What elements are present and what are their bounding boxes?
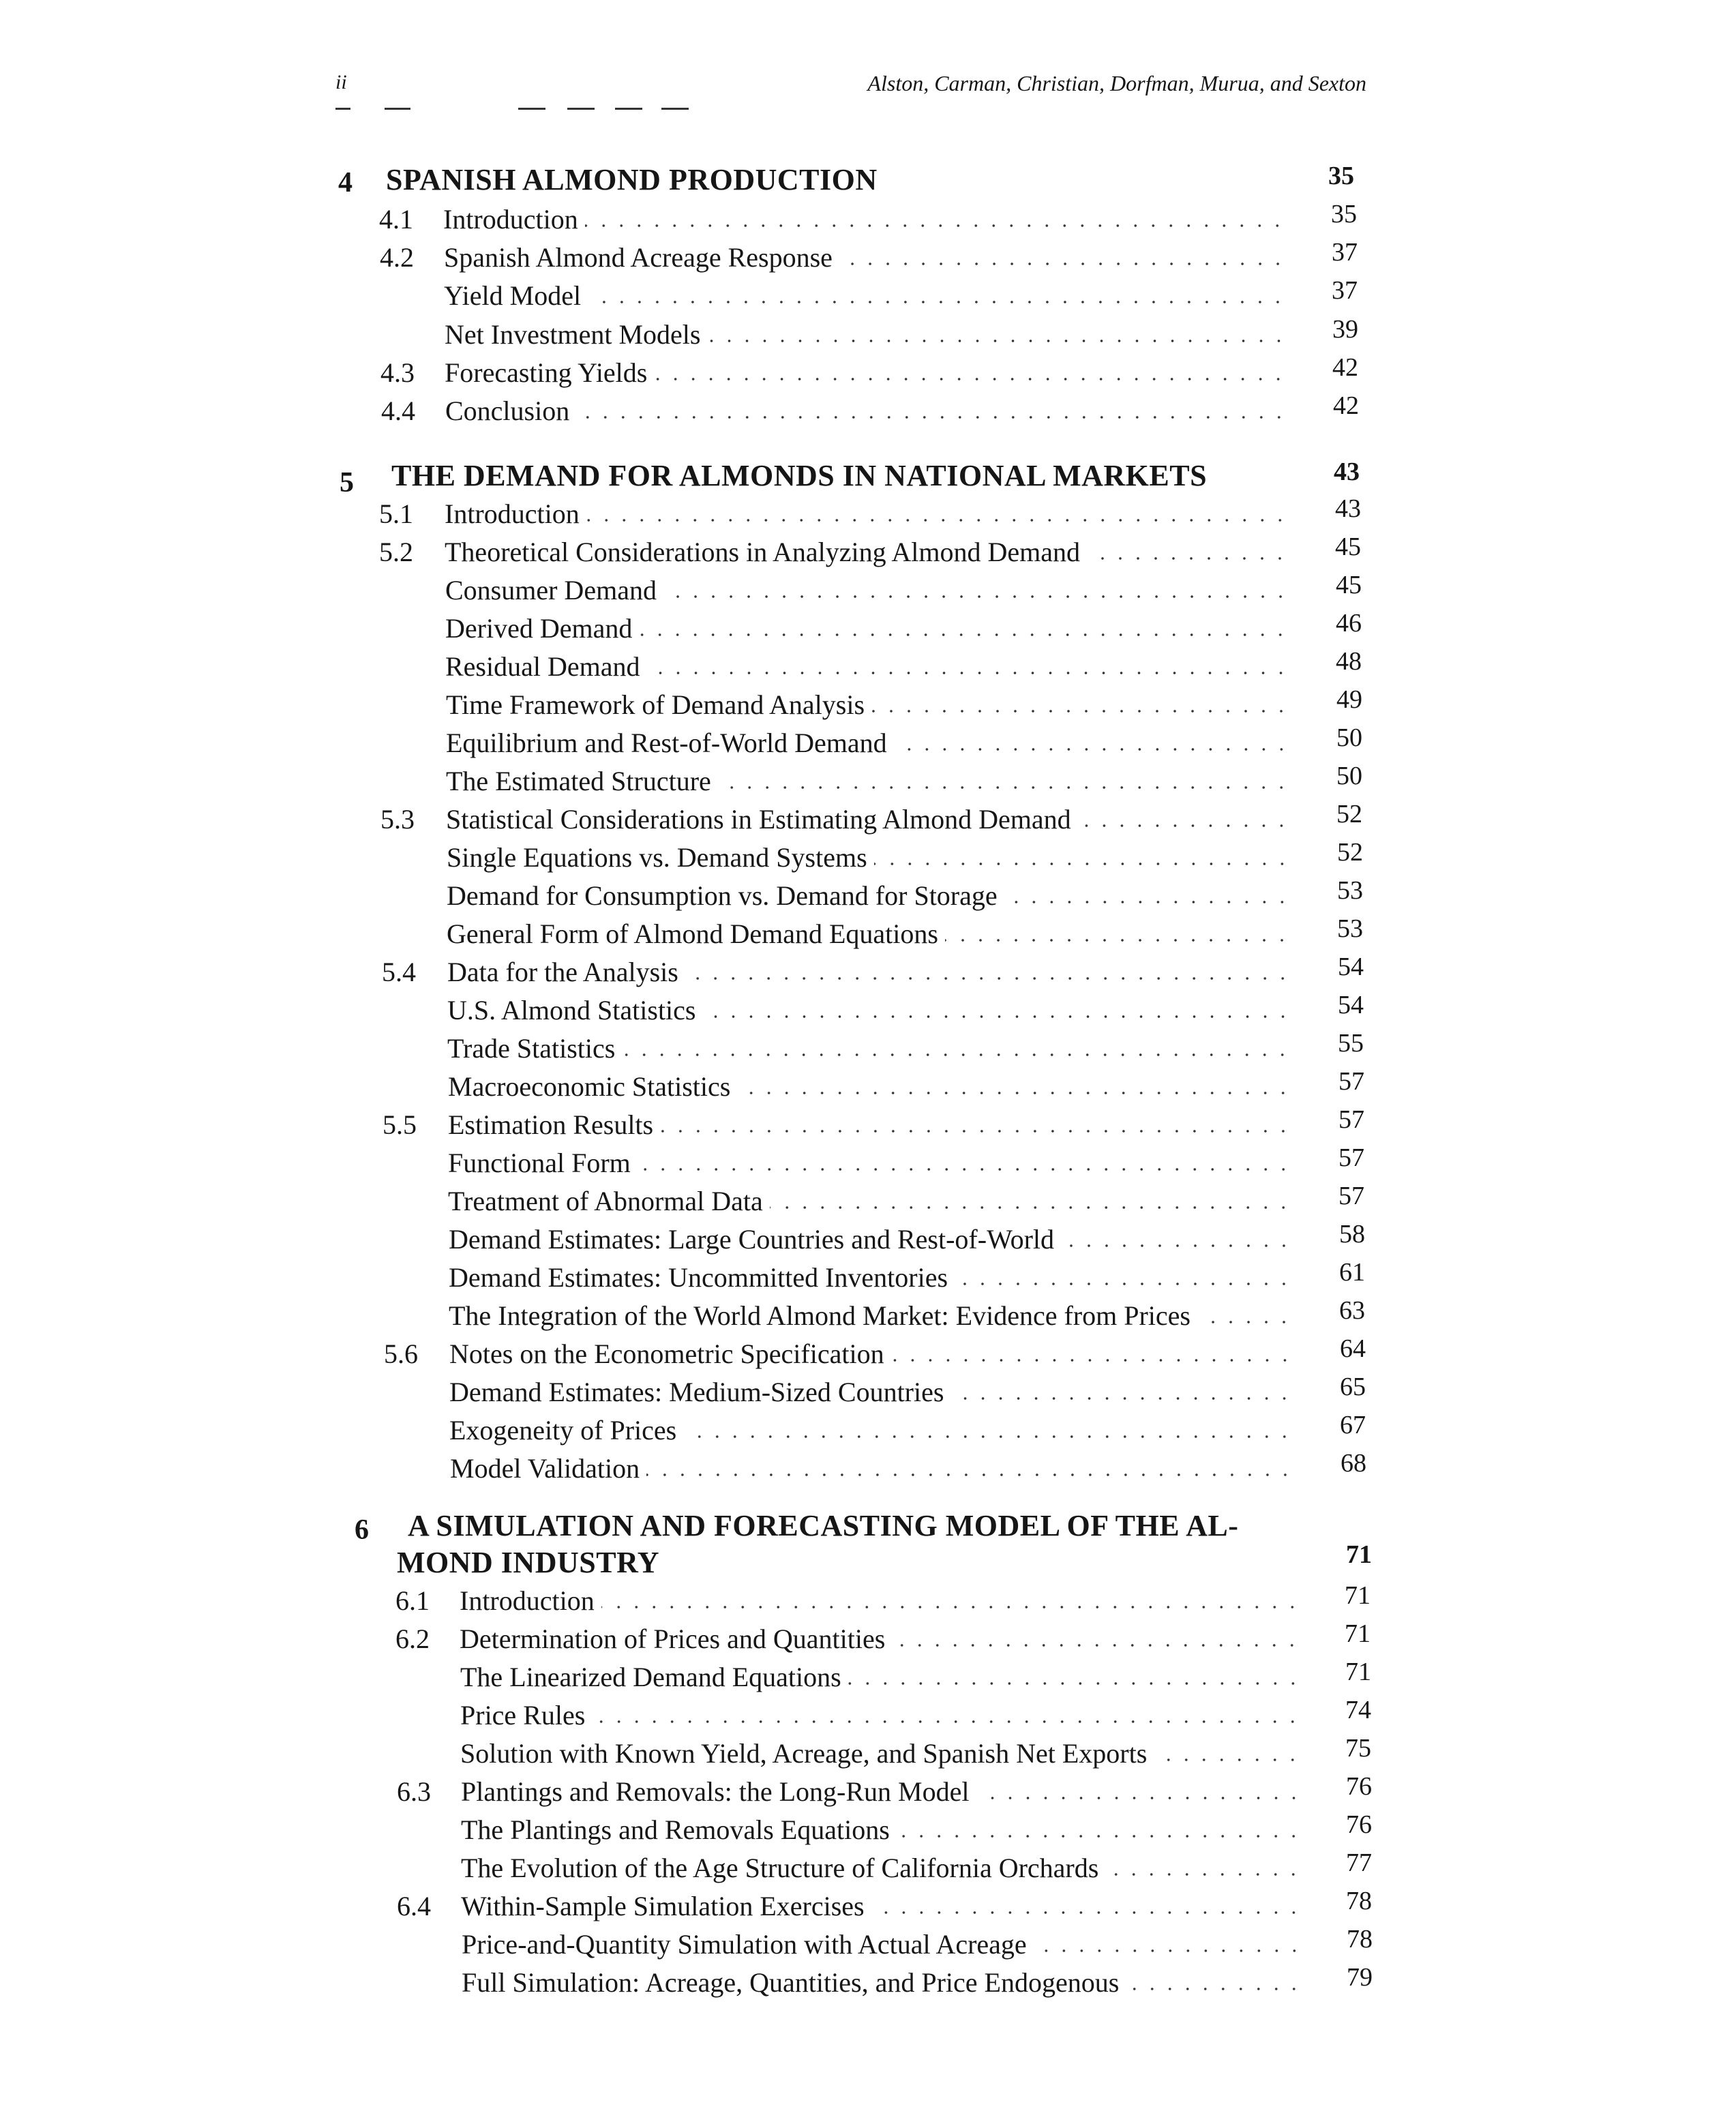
entry-line — [447, 841, 1300, 873]
toc-subsection-entry[interactable] — [0, 1449, 1736, 1486]
entry-title[interactable]: Within-Sample Simulation Exercises — [461, 1891, 865, 1921]
entry-title[interactable]: Derived Demand — [445, 613, 633, 644]
entry-title[interactable]: Conclusion — [445, 395, 570, 426]
entry-line — [445, 395, 1298, 427]
chapter-number: 5 — [340, 467, 354, 498]
entry-title[interactable]: Exogeneity of Prices — [449, 1415, 677, 1446]
dot-leader — [703, 1014, 1292, 1019]
entry-title[interactable]: Time Framework of Demand Analysis — [446, 689, 865, 720]
dot-leader — [1087, 556, 1289, 561]
toc-section-entry[interactable] — [0, 494, 1736, 532]
entry-line — [444, 280, 1296, 312]
entry-page-number: 76 — [1346, 1810, 1372, 1839]
entry-line — [461, 1890, 1312, 1922]
entry-title[interactable]: General Form of Almond Demand Equations — [447, 918, 938, 949]
chapter-page: 43 — [1334, 458, 1360, 486]
chapter-title[interactable]: SPANISH ALMOND PRODUCTION — [386, 163, 878, 196]
header-rule — [567, 108, 595, 110]
entry-page-number: 46 — [1336, 609, 1362, 638]
dot-leader — [663, 594, 1289, 599]
chapter-page: 71 — [1346, 1540, 1372, 1569]
entry-line — [445, 650, 1299, 683]
entry-page-number: 53 — [1337, 876, 1363, 905]
entry-page-number: 35 — [1331, 200, 1357, 228]
dot-leader — [585, 223, 1286, 228]
entry-line — [445, 612, 1299, 644]
toc-section-entry[interactable] — [0, 533, 1736, 570]
dot-leader — [871, 1910, 1302, 1915]
section-number: 5.1 — [379, 498, 413, 529]
entry-title[interactable]: Functional Form — [448, 1148, 631, 1178]
toc-section-entry[interactable] — [0, 1619, 1736, 1657]
entry-page-number: 79 — [1347, 1963, 1373, 1992]
dot-leader — [588, 299, 1287, 305]
toc-subsection-entry[interactable] — [0, 914, 1736, 952]
toc-section-entry[interactable] — [0, 238, 1736, 275]
toc-subsection-entry[interactable] — [0, 1658, 1736, 1695]
header-rule — [518, 108, 545, 110]
toc-subsection-entry[interactable] — [0, 1220, 1736, 1257]
dot-leader — [1197, 1319, 1293, 1325]
dot-leader — [976, 1795, 1303, 1801]
dot-leader — [1061, 1243, 1293, 1248]
entry-title[interactable]: The Estimated Structure — [446, 766, 711, 796]
entry-page-number: 55 — [1338, 1029, 1364, 1058]
entry-line — [446, 765, 1300, 797]
section-number: 6.2 — [395, 1623, 430, 1654]
entry-page-number: 50 — [1336, 762, 1362, 790]
entry-page-number: 50 — [1336, 723, 1362, 752]
dot-leader — [622, 1052, 1291, 1058]
toc-subsection-entry[interactable] — [0, 1067, 1736, 1105]
entry-line — [446, 727, 1300, 759]
entry-line — [460, 1699, 1311, 1731]
section-number: 4.2 — [380, 242, 414, 273]
entry-page-number: 67 — [1340, 1411, 1366, 1439]
dot-leader — [1034, 1948, 1303, 1953]
entry-page-number: 74 — [1345, 1696, 1371, 1724]
dot-leader — [683, 1434, 1293, 1439]
entry-title[interactable]: Demand for Consumption vs. Demand for Storage — [447, 880, 998, 911]
entry-page-number: 61 — [1339, 1258, 1365, 1287]
entry-page-number: 78 — [1347, 1925, 1373, 1953]
entry-page-number: 78 — [1346, 1887, 1372, 1915]
entry-page-number: 71 — [1345, 1619, 1371, 1648]
entry-title[interactable]: Introduction — [443, 204, 578, 235]
entry-title[interactable]: Solution with Known Yield, Acreage, and Spanish Net Exports — [460, 1738, 1148, 1769]
entry-page-number: 68 — [1341, 1449, 1366, 1478]
section-number: 6.3 — [397, 1776, 431, 1807]
toc-subsection-entry[interactable] — [0, 1848, 1736, 1886]
dot-leader — [1078, 823, 1290, 828]
entry-title[interactable]: Price-and-Quantity Simulation with Actual Acreage — [462, 1929, 1027, 1960]
dot-leader — [737, 1090, 1292, 1096]
dot-leader — [848, 1681, 1302, 1686]
section-number: 4.3 — [380, 357, 415, 388]
toc-subsection-entry[interactable] — [0, 762, 1736, 799]
dot-leader — [1004, 899, 1291, 905]
entry-line — [448, 1185, 1302, 1217]
entry-line — [446, 689, 1300, 721]
entry-title[interactable]: Demand Estimates: Uncommitted Inventories — [449, 1262, 948, 1293]
entry-title[interactable]: The Integration of the World Almond Market: Evidence from Prices — [449, 1300, 1191, 1331]
entry-line — [461, 1852, 1312, 1884]
dot-leader — [951, 1396, 1293, 1401]
entry-title[interactable]: Trade Statistics — [447, 1033, 616, 1064]
entry-title[interactable]: Macroeconomic Statistics — [448, 1071, 731, 1102]
section-number: 6.1 — [395, 1585, 430, 1616]
entry-title[interactable]: Estimation Results — [448, 1109, 654, 1140]
chapter-number: 6 — [355, 1514, 369, 1546]
toc-section-entry[interactable] — [0, 391, 1736, 429]
dot-leader — [770, 1205, 1292, 1210]
dot-leader — [1126, 1986, 1303, 1992]
section-number: 5.6 — [384, 1338, 418, 1369]
header-rule — [661, 108, 689, 110]
section-number: 6.4 — [397, 1891, 431, 1921]
entry-title[interactable]: Demand Estimates: Large Countries and Rest-of-World — [449, 1224, 1055, 1255]
toc-section-entry[interactable] — [0, 1772, 1736, 1810]
entry-line — [447, 880, 1300, 912]
dot-leader — [660, 1128, 1292, 1134]
entry-title[interactable]: Treatment of Abnormal Data — [448, 1186, 763, 1216]
chapter-title-line-1[interactable]: A SIMULATION AND FORECASTING MODEL OF THE AL- — [408, 1509, 1239, 1542]
section-number: 5.3 — [380, 804, 415, 835]
entry-page-number: 57 — [1338, 1182, 1364, 1210]
entry-line — [445, 498, 1298, 530]
entry-page-number: 49 — [1336, 685, 1362, 714]
section-number: 5.4 — [382, 957, 416, 987]
entry-line — [447, 994, 1301, 1026]
entry-page-number: 65 — [1340, 1373, 1366, 1401]
entry-page-number: 57 — [1338, 1067, 1364, 1096]
entry-page-number: 52 — [1336, 800, 1362, 828]
toc-subsection-entry[interactable] — [0, 1810, 1736, 1848]
header-rule — [335, 108, 350, 110]
entry-title[interactable]: Demand Estimates: Medium-Sized Countries — [449, 1377, 944, 1407]
toc-subsection-entry[interactable] — [0, 647, 1736, 685]
entry-line — [449, 1261, 1302, 1293]
entry-title[interactable]: Net Investment Models — [445, 319, 701, 350]
dot-leader — [892, 1643, 1301, 1648]
toc-section-entry[interactable] — [0, 353, 1736, 391]
dot-leader — [945, 938, 1291, 943]
dot-leader — [638, 1167, 1292, 1172]
dot-leader — [897, 1833, 1302, 1839]
toc-subsection-entry[interactable] — [0, 1925, 1736, 1962]
entry-page-number: 71 — [1345, 1581, 1371, 1610]
entry-line — [460, 1661, 1311, 1693]
entry-line — [460, 1623, 1311, 1655]
chapter-page: 35 — [1328, 162, 1354, 190]
entry-line — [445, 357, 1297, 389]
dot-leader — [839, 261, 1287, 267]
entry-line — [448, 1071, 1302, 1103]
entry-title[interactable]: Yield Model — [444, 280, 582, 311]
entry-line — [443, 203, 1296, 235]
entry-title[interactable]: Introduction — [445, 498, 580, 529]
entry-title[interactable]: Consumer Demand — [445, 575, 657, 605]
toc-subsection-entry[interactable] — [0, 723, 1736, 761]
toc-section-entry[interactable] — [0, 1105, 1736, 1143]
entry-line — [462, 1928, 1313, 1960]
entry-title[interactable]: Data for the Analysis — [447, 957, 678, 987]
entry-page-number: 75 — [1345, 1734, 1371, 1763]
toc-subsection-entry[interactable] — [0, 1411, 1736, 1448]
entry-page-number: 48 — [1336, 647, 1362, 676]
toc-section-entry[interactable] — [0, 800, 1736, 837]
entry-page-number: 54 — [1338, 953, 1364, 981]
toc-subsection-entry[interactable] — [0, 1373, 1736, 1410]
entry-title[interactable]: U.S. Almond Statistics — [447, 995, 696, 1025]
section-number: 5.5 — [383, 1109, 417, 1140]
entry-title[interactable]: Model Validation — [450, 1453, 640, 1484]
entry-page-number: 37 — [1332, 276, 1358, 305]
toc-section-entry[interactable] — [0, 1581, 1736, 1619]
entry-line — [460, 1737, 1311, 1769]
entry-line — [450, 1452, 1304, 1484]
toc-subsection-entry[interactable] — [0, 315, 1736, 353]
entry-title[interactable]: The Linearized Demand Equations — [460, 1662, 841, 1692]
entry-page-number: 45 — [1336, 571, 1362, 599]
dot-leader — [874, 861, 1291, 867]
entry-page-number: 45 — [1335, 533, 1361, 561]
toc-subsection-entry[interactable] — [0, 1182, 1736, 1219]
dot-leader — [1105, 1872, 1302, 1877]
entry-page-number: 64 — [1340, 1334, 1366, 1363]
dot-leader — [601, 1604, 1301, 1610]
entry-title[interactable]: Forecasting Yields — [445, 357, 648, 388]
entry-page-number: 37 — [1332, 238, 1358, 267]
entry-title[interactable]: Residual Demand — [445, 651, 640, 682]
entry-page-number: 57 — [1338, 1105, 1364, 1134]
toc-subsection-entry[interactable] — [0, 1296, 1736, 1334]
entry-title[interactable]: Single Equations vs. Demand Systems — [447, 842, 867, 873]
running-header — [335, 71, 1366, 112]
entry-title[interactable]: Full Simulation: Acreage, Quantities, and Price Endogenous — [462, 1967, 1120, 1998]
toc-subsection-entry[interactable] — [0, 1963, 1736, 2001]
entry-page-number: 39 — [1332, 315, 1358, 344]
section-number: 5.2 — [379, 537, 413, 567]
dot-leader — [646, 1472, 1294, 1478]
entry-line — [449, 1414, 1303, 1446]
entry-line — [447, 918, 1300, 950]
entry-line — [461, 1776, 1312, 1808]
entry-title[interactable]: Notes on the Econometric Specification — [449, 1338, 884, 1369]
toc-section-entry[interactable] — [0, 953, 1736, 990]
section-number: 4.1 — [379, 204, 413, 235]
entry-page-number: 42 — [1333, 391, 1359, 420]
running-head-authors: Alston, Carman, Christian, Dorfman, Murua, and Sexton — [867, 71, 1366, 95]
entry-page-number: 71 — [1345, 1658, 1371, 1686]
dot-leader — [685, 976, 1291, 981]
entry-page-number: 63 — [1339, 1296, 1365, 1325]
entry-title[interactable]: Spanish Almond Acreage Response — [444, 242, 833, 273]
toc-subsection-entry[interactable] — [0, 571, 1736, 608]
entry-line — [446, 803, 1300, 835]
entry-line — [444, 241, 1296, 273]
toc-subsection-entry[interactable] — [0, 1258, 1736, 1296]
entry-line — [447, 956, 1301, 988]
entry-page-number: 53 — [1337, 914, 1363, 943]
dot-leader — [708, 338, 1288, 344]
entry-page-number: 58 — [1339, 1220, 1365, 1248]
chapter-title[interactable]: THE DEMAND FOR ALMONDS IN NATIONAL MARKETS — [391, 459, 1208, 492]
toc-section-entry[interactable] — [0, 1334, 1736, 1372]
dot-leader — [654, 376, 1287, 382]
entry-line — [447, 1032, 1301, 1064]
entry-title[interactable]: Equilibrium and Rest-of-World Demand — [446, 728, 887, 758]
entry-page-number: 57 — [1338, 1143, 1364, 1172]
entry-title[interactable]: Price Rules — [460, 1700, 586, 1731]
dot-leader — [647, 670, 1290, 676]
toc-subsection-entry[interactable] — [0, 876, 1736, 914]
entry-line — [460, 1585, 1311, 1617]
dot-leader — [955, 1281, 1293, 1287]
entry-page-number: 77 — [1346, 1848, 1372, 1877]
entry-title[interactable]: Statistical Considerations in Estimating Almond Demand — [446, 804, 1071, 835]
entry-title[interactable]: Introduction — [460, 1585, 595, 1616]
entry-line — [461, 1814, 1312, 1846]
toc-subsection-entry[interactable] — [0, 838, 1736, 875]
dot-leader — [891, 1358, 1293, 1363]
entry-title[interactable]: Theoretical Considerations in Analyzing Almond Demand — [445, 537, 1081, 567]
toc-subsection-entry[interactable] — [0, 1029, 1736, 1066]
entry-line — [449, 1376, 1303, 1408]
entry-line — [448, 1109, 1302, 1141]
toc-subsection-entry[interactable] — [0, 276, 1736, 314]
entry-line — [445, 318, 1297, 350]
entry-page-number: 54 — [1338, 991, 1364, 1019]
toc-subsection-entry[interactable] — [0, 991, 1736, 1028]
dot-leader — [576, 415, 1288, 420]
entry-page-number: 76 — [1346, 1772, 1372, 1801]
entry-title[interactable]: The Evolution of the Age Structure of California Orchards — [461, 1853, 1099, 1883]
entry-line — [448, 1147, 1302, 1179]
entry-page-number: 43 — [1335, 494, 1361, 523]
entry-line — [449, 1338, 1303, 1370]
toc-subsection-entry[interactable] — [0, 1734, 1736, 1771]
toc-subsection-entry[interactable] — [0, 1143, 1736, 1181]
entry-page-number: 42 — [1332, 353, 1358, 382]
entry-page-number: 52 — [1337, 838, 1363, 867]
header-rule — [385, 108, 410, 110]
section-number: 4.4 — [381, 395, 415, 426]
toc-section-entry[interactable] — [0, 200, 1736, 237]
dot-leader — [718, 785, 1290, 790]
toc-subsection-entry[interactable] — [0, 1696, 1736, 1733]
entry-line — [449, 1300, 1302, 1332]
dot-leader — [1154, 1757, 1302, 1763]
entry-title[interactable]: Determination of Prices and Quantities — [460, 1623, 886, 1654]
toc-section-entry[interactable] — [0, 1887, 1736, 1924]
entry-line — [445, 536, 1298, 568]
dot-leader — [894, 747, 1290, 752]
entry-title[interactable]: The Plantings and Removals Equations — [461, 1814, 890, 1845]
chapter-title-line-2[interactable]: MOND INDUSTRY — [397, 1546, 660, 1579]
entry-title[interactable]: Plantings and Removals: the Long-Run Model — [461, 1776, 970, 1807]
dot-leader — [592, 1719, 1302, 1724]
entry-line — [462, 1966, 1313, 1998]
header-rule — [615, 108, 642, 110]
toc-subsection-entry[interactable] — [0, 685, 1736, 723]
entry-line — [445, 574, 1299, 606]
dot-leader — [639, 632, 1289, 638]
page-number: ii — [335, 71, 347, 93]
entry-line — [449, 1223, 1302, 1255]
dot-leader — [871, 708, 1290, 714]
chapter-number: 4 — [338, 167, 353, 198]
toc-subsection-entry[interactable] — [0, 609, 1736, 646]
dot-leader — [586, 518, 1289, 523]
